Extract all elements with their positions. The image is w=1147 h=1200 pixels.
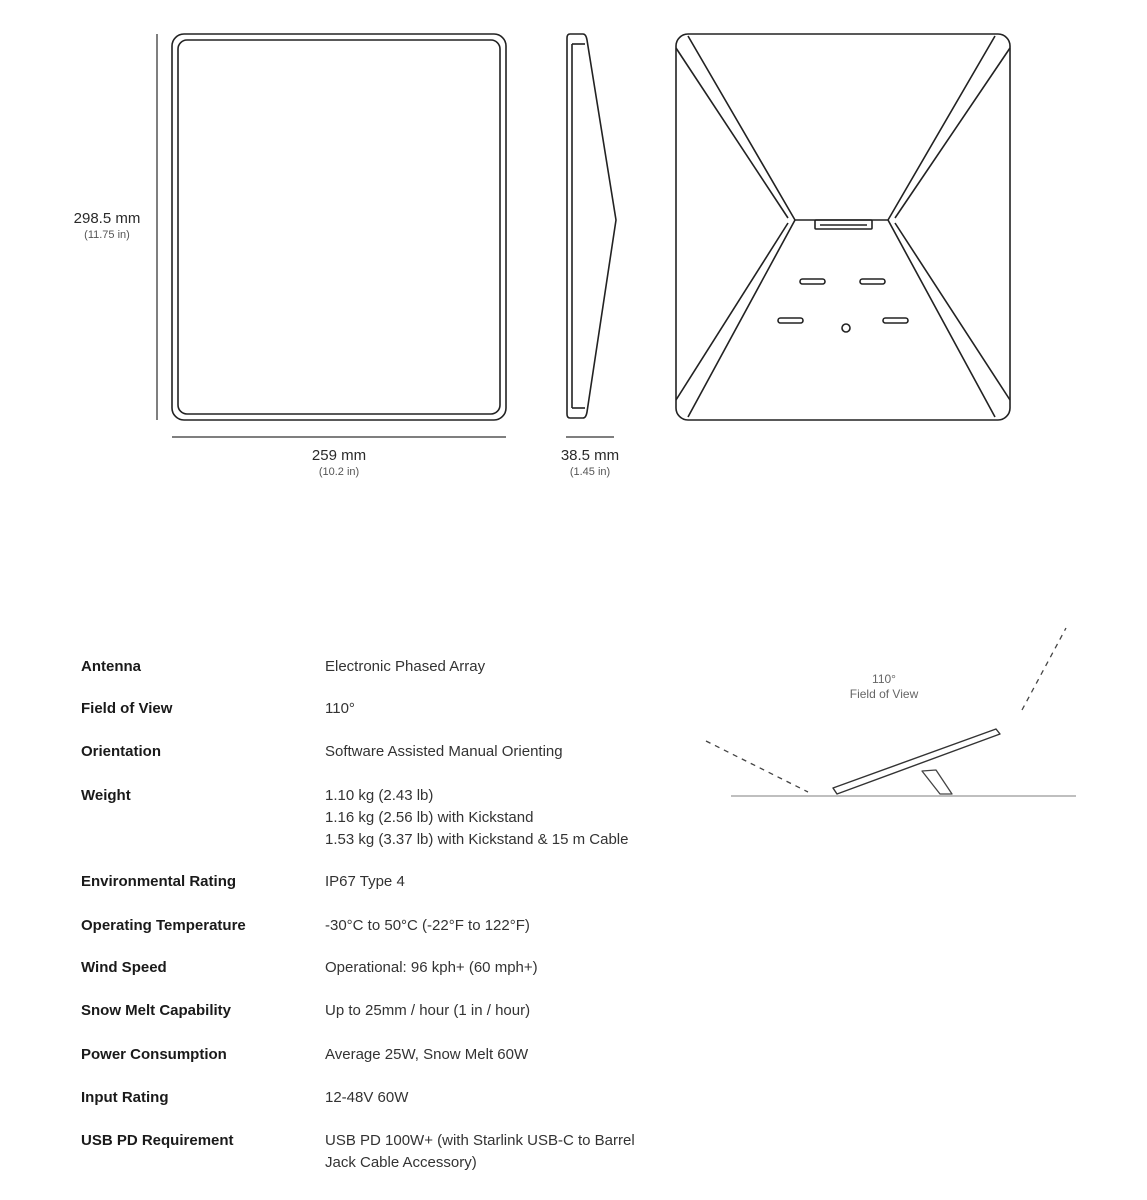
width-mm: 259 mm xyxy=(311,447,367,464)
spec-value xyxy=(325,871,701,893)
spec-value xyxy=(325,656,701,678)
depth-mm: 38.5 mm xyxy=(560,447,620,464)
spec-value-line: USB PD 100W+ (with Starlink USB-C to Barrel xyxy=(325,1132,635,1149)
spec-value xyxy=(325,1130,701,1174)
spec-value-line: -30°C to 50°C (-22°F to 122°F) xyxy=(325,917,530,934)
spec-row xyxy=(81,1044,701,1066)
spec-row xyxy=(81,698,701,720)
spec-label: Antenna xyxy=(81,658,141,675)
spec-row xyxy=(81,1000,701,1022)
width-dimension-label xyxy=(289,447,389,479)
fov-text: Field of View xyxy=(849,687,919,701)
spec-label: Orientation xyxy=(81,743,162,760)
spec-value-line: 12-48V 60W xyxy=(325,1089,409,1106)
spec-row xyxy=(81,741,701,763)
side-view xyxy=(567,34,616,418)
spec-value xyxy=(325,915,701,937)
spec-value xyxy=(325,1000,701,1022)
field-of-view-illustration xyxy=(700,620,1100,820)
spec-label: Input Rating xyxy=(81,1089,169,1106)
spec-value-line: Electronic Phased Array xyxy=(325,658,486,675)
depth-in: (1.45 in) xyxy=(569,466,611,478)
field-of-view-label xyxy=(834,672,934,702)
width-in: (10.2 in) xyxy=(318,466,360,478)
spec-label: Operating Temperature xyxy=(81,917,246,934)
height-in: (11.75 in) xyxy=(84,229,130,241)
spec-label: Weight xyxy=(81,787,131,804)
spec-value xyxy=(325,698,701,720)
spec-value-line: 1.10 kg (2.43 lb) xyxy=(325,787,434,804)
front-view xyxy=(172,34,506,420)
spec-label: Snow Melt Capability xyxy=(81,1002,232,1019)
spec-value-line: Up to 25mm / hour (1 in / hour) xyxy=(325,1002,531,1019)
spec-label: USB PD Requirement xyxy=(81,1132,234,1149)
spec-row xyxy=(81,785,701,851)
spec-value xyxy=(325,957,701,979)
spec-value-line: Operational: 96 kph+ (60 mph+) xyxy=(325,959,538,976)
height-dimension-label xyxy=(62,210,152,242)
spec-value xyxy=(325,1087,701,1109)
spec-label: Environmental Rating xyxy=(81,873,237,890)
spec-row xyxy=(81,1087,701,1109)
spec-label: Field of View xyxy=(81,700,173,717)
back-view xyxy=(676,34,1010,420)
spec-row xyxy=(81,915,701,937)
spec-value-line: Jack Cable Accessory) xyxy=(325,1154,477,1171)
spec-value xyxy=(325,1044,701,1066)
spec-value-line: 1.16 kg (2.56 lb) with Kickstand xyxy=(325,809,534,826)
spec-row xyxy=(81,656,701,678)
field-of-view-diagram xyxy=(700,620,1100,820)
spec-value xyxy=(325,785,701,851)
spec-table xyxy=(81,656,701,1174)
spec-row xyxy=(81,957,701,979)
spec-value-line: 1.53 kg (3.37 lb) with Kickstand & 15 m Cable xyxy=(325,831,629,848)
dimension-drawings xyxy=(0,0,1147,520)
spec-row xyxy=(81,871,701,893)
spec-row xyxy=(81,1130,701,1174)
spec-value-line: Software Assisted Manual Orienting xyxy=(325,743,563,760)
spec-value xyxy=(325,741,701,763)
spec-label: Wind Speed xyxy=(81,959,167,976)
spec-value-line: Average 25W, Snow Melt 60W xyxy=(325,1046,529,1063)
height-mm: 298.5 mm xyxy=(73,210,141,227)
fov-angle: 110° xyxy=(872,672,896,686)
depth-dimension-label xyxy=(540,447,640,479)
spec-label: Power Consumption xyxy=(81,1046,227,1063)
spec-value-line: 110° xyxy=(325,700,355,717)
spec-value-line: IP67 Type 4 xyxy=(325,873,405,890)
